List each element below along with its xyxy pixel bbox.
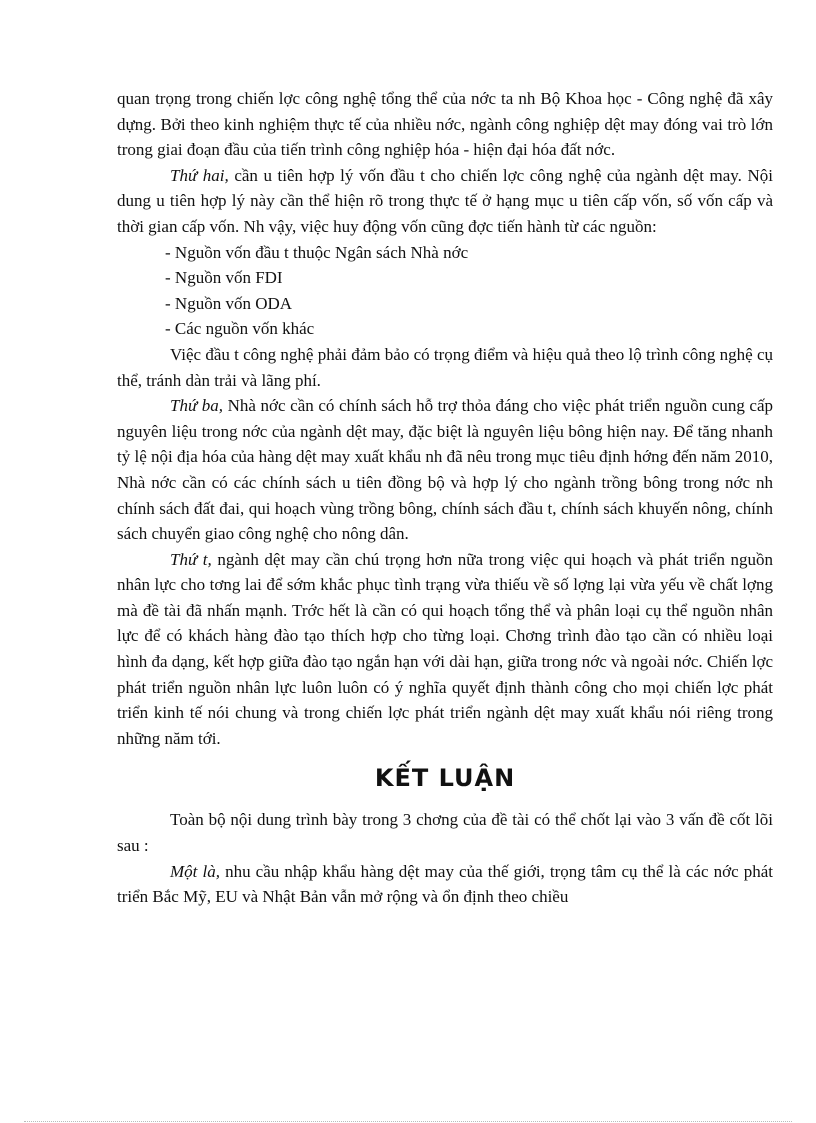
section-heading-conclusion: KẾT LUẬN	[374, 764, 516, 793]
conclusion-intro: Toàn bộ nội dung trình bày trong 3 chơng của đề tài có thể chốt lại vào 3 vấn đề cốt lõi sau :	[117, 810, 773, 856]
paragraph-fourth-point	[117, 547, 773, 752]
second-point-text: cần u tiên hợp lý vốn đầu t cho chiến lợc công nghệ của ngành dệt may. Nội dung u tiên hợp lý này cần thể hiện rõ trong thực tế ở hạng mục u tiên cấp vốn, số vốn cấp và thời gian cấp vốn. Nh vậy, việc huy động vốn cũng đợc tiến hành từ các nguồn:	[117, 165, 773, 236]
funding-source-item: - Nguồn vốn ODA	[165, 293, 293, 313]
paragraph-third-point	[117, 393, 773, 547]
body-text	[117, 86, 773, 910]
page-bottom-divider	[24, 1121, 792, 1122]
paragraph-second-point	[117, 163, 773, 240]
paragraph-continuation: quan trọng trong chiến lợc công nghệ tổng thể của nớc ta nh Bộ Khoa học - Công nghệ đã xây dựng. Bởi theo kinh nghiệm thực tế của nhiều nớc, ngành công nghiệp dệt may đóng vai trò lớn trong giai đoạn đầu của tiến trình công nghiệp hóa - hiện đại hóa đất nớc.	[117, 89, 773, 160]
conclusion-first-point	[117, 859, 773, 910]
conclusion-first-lead: Một là,	[170, 861, 220, 881]
second-point-lead: Thứ hai,	[170, 165, 229, 185]
conclusion-first-text: nhu cầu nhập khẩu hàng dệt may của thế giới, trọng tâm cụ thể là các nớc phát triển Bắc Mỹ, EU và Nhật Bản vẫn mở rộng và ổn định theo chiều	[117, 861, 773, 907]
funding-source-item: - Nguồn vốn đầu t thuộc Ngân sách Nhà nớc	[165, 242, 469, 262]
funding-source-item: - Các nguồn vốn khác	[165, 319, 315, 339]
third-point-lead: Thứ ba,	[170, 396, 224, 416]
funding-source-item: - Nguồn vốn FDI	[165, 268, 283, 288]
third-point-text: Nhà nớc cần có chính sách hỗ trợ thỏa đáng cho việc phát triển nguồn cung cấp nguyên liệu trong nớc của ngành dệt may, đặc biệt là nguyên liệu bông hiện nay. Để tăng nhanh tỷ lệ nội địa hóa của hàng dệt may xuất khẩu nh đã nêu trong mục tiêu định hớng đến năm 2010, Nhà nớc cần có các chính sách u tiên đồng bộ và hợp lý cho ngành trồng bông trong nớc nh chính sách đất đai, qui hoạch vùng trồng bông, chính sách đầu t, chính sách khuyến nông, chính sách chuyển giao công nghệ cho nông dân.	[117, 396, 773, 544]
fourth-point-text: ngành dệt may cần chú trọng hơn nữa trong việc qui hoạch và phát triển nguồn nhân lực cho tơng lai để sớm khắc phục tình trạng vừa thiếu về số lợng lại vừa yếu về chất lợng mà đề tài đã nhấn mạnh. Trớc hết là cần có qui hoạch tổng thể và phân loại cụ thể nguồn nhân lực để có khách hàng đào tạo thích hợp cho từng loại. Chơng trình đào tạo cần có nhiều loại hình đa dạng, kết hợp giữa đào tạo ngắn hạn với dài hạn, giữa trong nớc và ngoài nớc. Chiến lợc phát triển nguồn nhân lực luôn luôn có ý nghĩa quyết định thành công cho mọi chiến lợc phát triển kinh tế nói chung và trong chiến lợc phát triển ngành dệt may xuất khẩu nói riêng trong những năm tới.	[117, 549, 773, 748]
paragraph-investment: Việc đầu t công nghệ phải đảm bảo có trọng điểm và hiệu quả theo lộ trình công nghệ cụ thể, tránh dàn trải và lãng phí.	[117, 344, 773, 390]
fourth-point-lead: Thứ t,	[170, 549, 212, 569]
